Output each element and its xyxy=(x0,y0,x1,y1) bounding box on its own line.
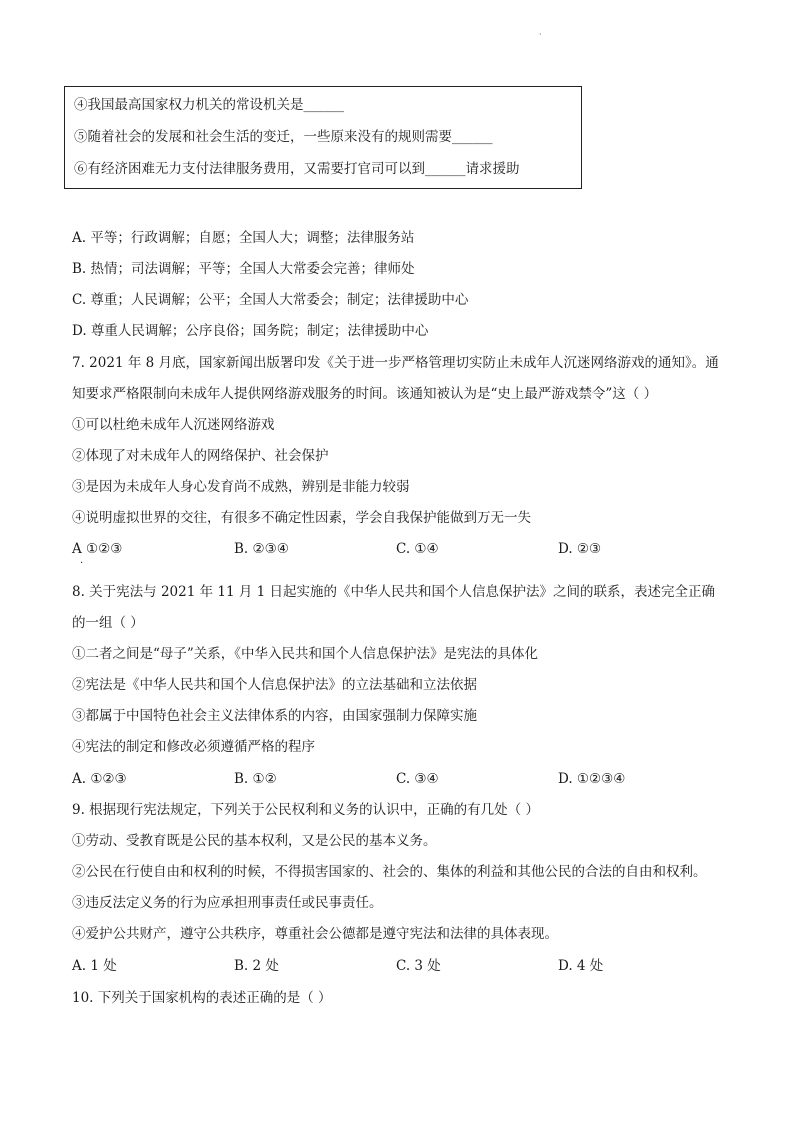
q7-stem-cont: 知要求严格限制向未成年人提供网络游戏服务的时间。该通知被认为是“史上最严游戏禁令”这（ ） xyxy=(72,386,658,402)
q6-option-c[interactable]: C. 尊重；人民调解；公平；全国人大常委会；制定；法律援助中心 xyxy=(72,292,469,308)
q7-item: ④说明虚拟世界的交往，有很多不确定性因素，学会自我保护能做到万无一失 xyxy=(72,510,531,526)
q9-item: ④爱护公共财产，遵守公共秩序，尊重社会公德都是遵守宪法和法律的具体表现。 xyxy=(72,926,558,942)
page-mark: · xyxy=(539,30,542,39)
q9-item: ③违反法定义务的行为应承担刑事责任或民事责任。 xyxy=(72,895,383,911)
q9-option-b[interactable]: B. 2 处 xyxy=(234,958,279,974)
q8-item: ①二者之间是“母子”关系，《中华入民共和国个人信息保护法》是宪法的具体化 xyxy=(72,646,539,662)
q9-item: ②公民在行使自由和权利的时候，不得损害国家的、社会的、集体的利益和其他公民的合法的自由和权利。 xyxy=(72,864,707,880)
q8-stem-cont: 的一组（ ） xyxy=(72,615,144,631)
q10-stem: 10. 下列关于国家机构的表述正确的是（ ） xyxy=(72,990,332,1006)
stray-mark: · xyxy=(80,558,84,569)
q9-option-c[interactable]: C. 3 处 xyxy=(396,958,441,974)
q7-option-b[interactable]: B. ②③④ xyxy=(234,541,289,557)
q6-option-b[interactable]: B. 热情；司法调解；平等；全国人大常委会完善；律师处 xyxy=(72,261,415,277)
q7-item: ②体现了对未成年人的网络保护、社会保护 xyxy=(72,448,329,464)
q9-item: ①劳动、受教育既是公民的基本权利，又是公民的基本义务。 xyxy=(72,833,437,849)
q7-option-a[interactable]: A ①②③ xyxy=(72,541,123,557)
q9-option-d[interactable]: D. 4 处 xyxy=(558,958,604,974)
q6-option-d[interactable]: D. 尊重人民调解；公序良俗；国务院；制定；法律援助中心 xyxy=(72,323,429,339)
q8-item: ③都属于中国特色社会主义法律体系的内容，由国家强制力保障实施 xyxy=(72,708,477,724)
q8-stem: 8. 关于宪法与 2021 年 11 月 1 日起实施的《中华人民共和国个人信息保护法》之间的联系，表述完全正确 xyxy=(72,584,716,600)
q8-item: ②宪法是《中华人民共和国个人信息保护法》的立法基础和立法依据 xyxy=(72,677,477,693)
q8-item: ④宪法的制定和修改必须遵循严格的程序 xyxy=(72,739,315,755)
q9-stem: 9. 根据现行宪法规定，下列关于公民权利和义务的认识中，正确的有几处（ ） xyxy=(72,802,539,818)
q8-options xyxy=(72,769,732,789)
box-line: ⑤随着社会的发展和社会生活的变迁，一些原来没有的规则需要______ xyxy=(74,129,493,145)
q7-item: ①可以杜绝未成年人沉迷网络游戏 xyxy=(72,417,275,433)
q7-stem: 7. 2021 年 8 月底，国家新闻出版署印发《关于进一步严格管理切实防止未成年人沉迷网络游戏的通知》。通 xyxy=(72,355,719,371)
q9-option-a[interactable]: A. 1 处 xyxy=(72,958,117,974)
q7-item: ③是因为未成年人身心发育尚不成熟，辨别是非能力较弱 xyxy=(72,479,410,495)
box-line: ④我国最高国家权力机关的常设机关是______ xyxy=(74,97,344,113)
question-box xyxy=(64,86,582,189)
box-line: ⑥有经济困难无力支付法律服务费用，又需要打官司可以到______请求援助 xyxy=(74,161,520,177)
q7-option-d[interactable]: D. ②③ xyxy=(558,541,602,557)
q7-options xyxy=(72,539,732,559)
q8-option-c[interactable]: C. ③④ xyxy=(396,771,439,787)
q7-option-c[interactable]: C. ①④ xyxy=(396,541,439,557)
q8-option-b[interactable]: B. ①② xyxy=(234,771,277,787)
q8-option-d[interactable]: D. ①②③④ xyxy=(558,771,626,787)
q6-option-a[interactable]: A. 平等；行政调解；自愿；全国人大；调整；法律服务站 xyxy=(72,230,415,246)
q9-options xyxy=(72,956,732,976)
q8-option-a[interactable]: A. ①②③ xyxy=(72,771,127,787)
